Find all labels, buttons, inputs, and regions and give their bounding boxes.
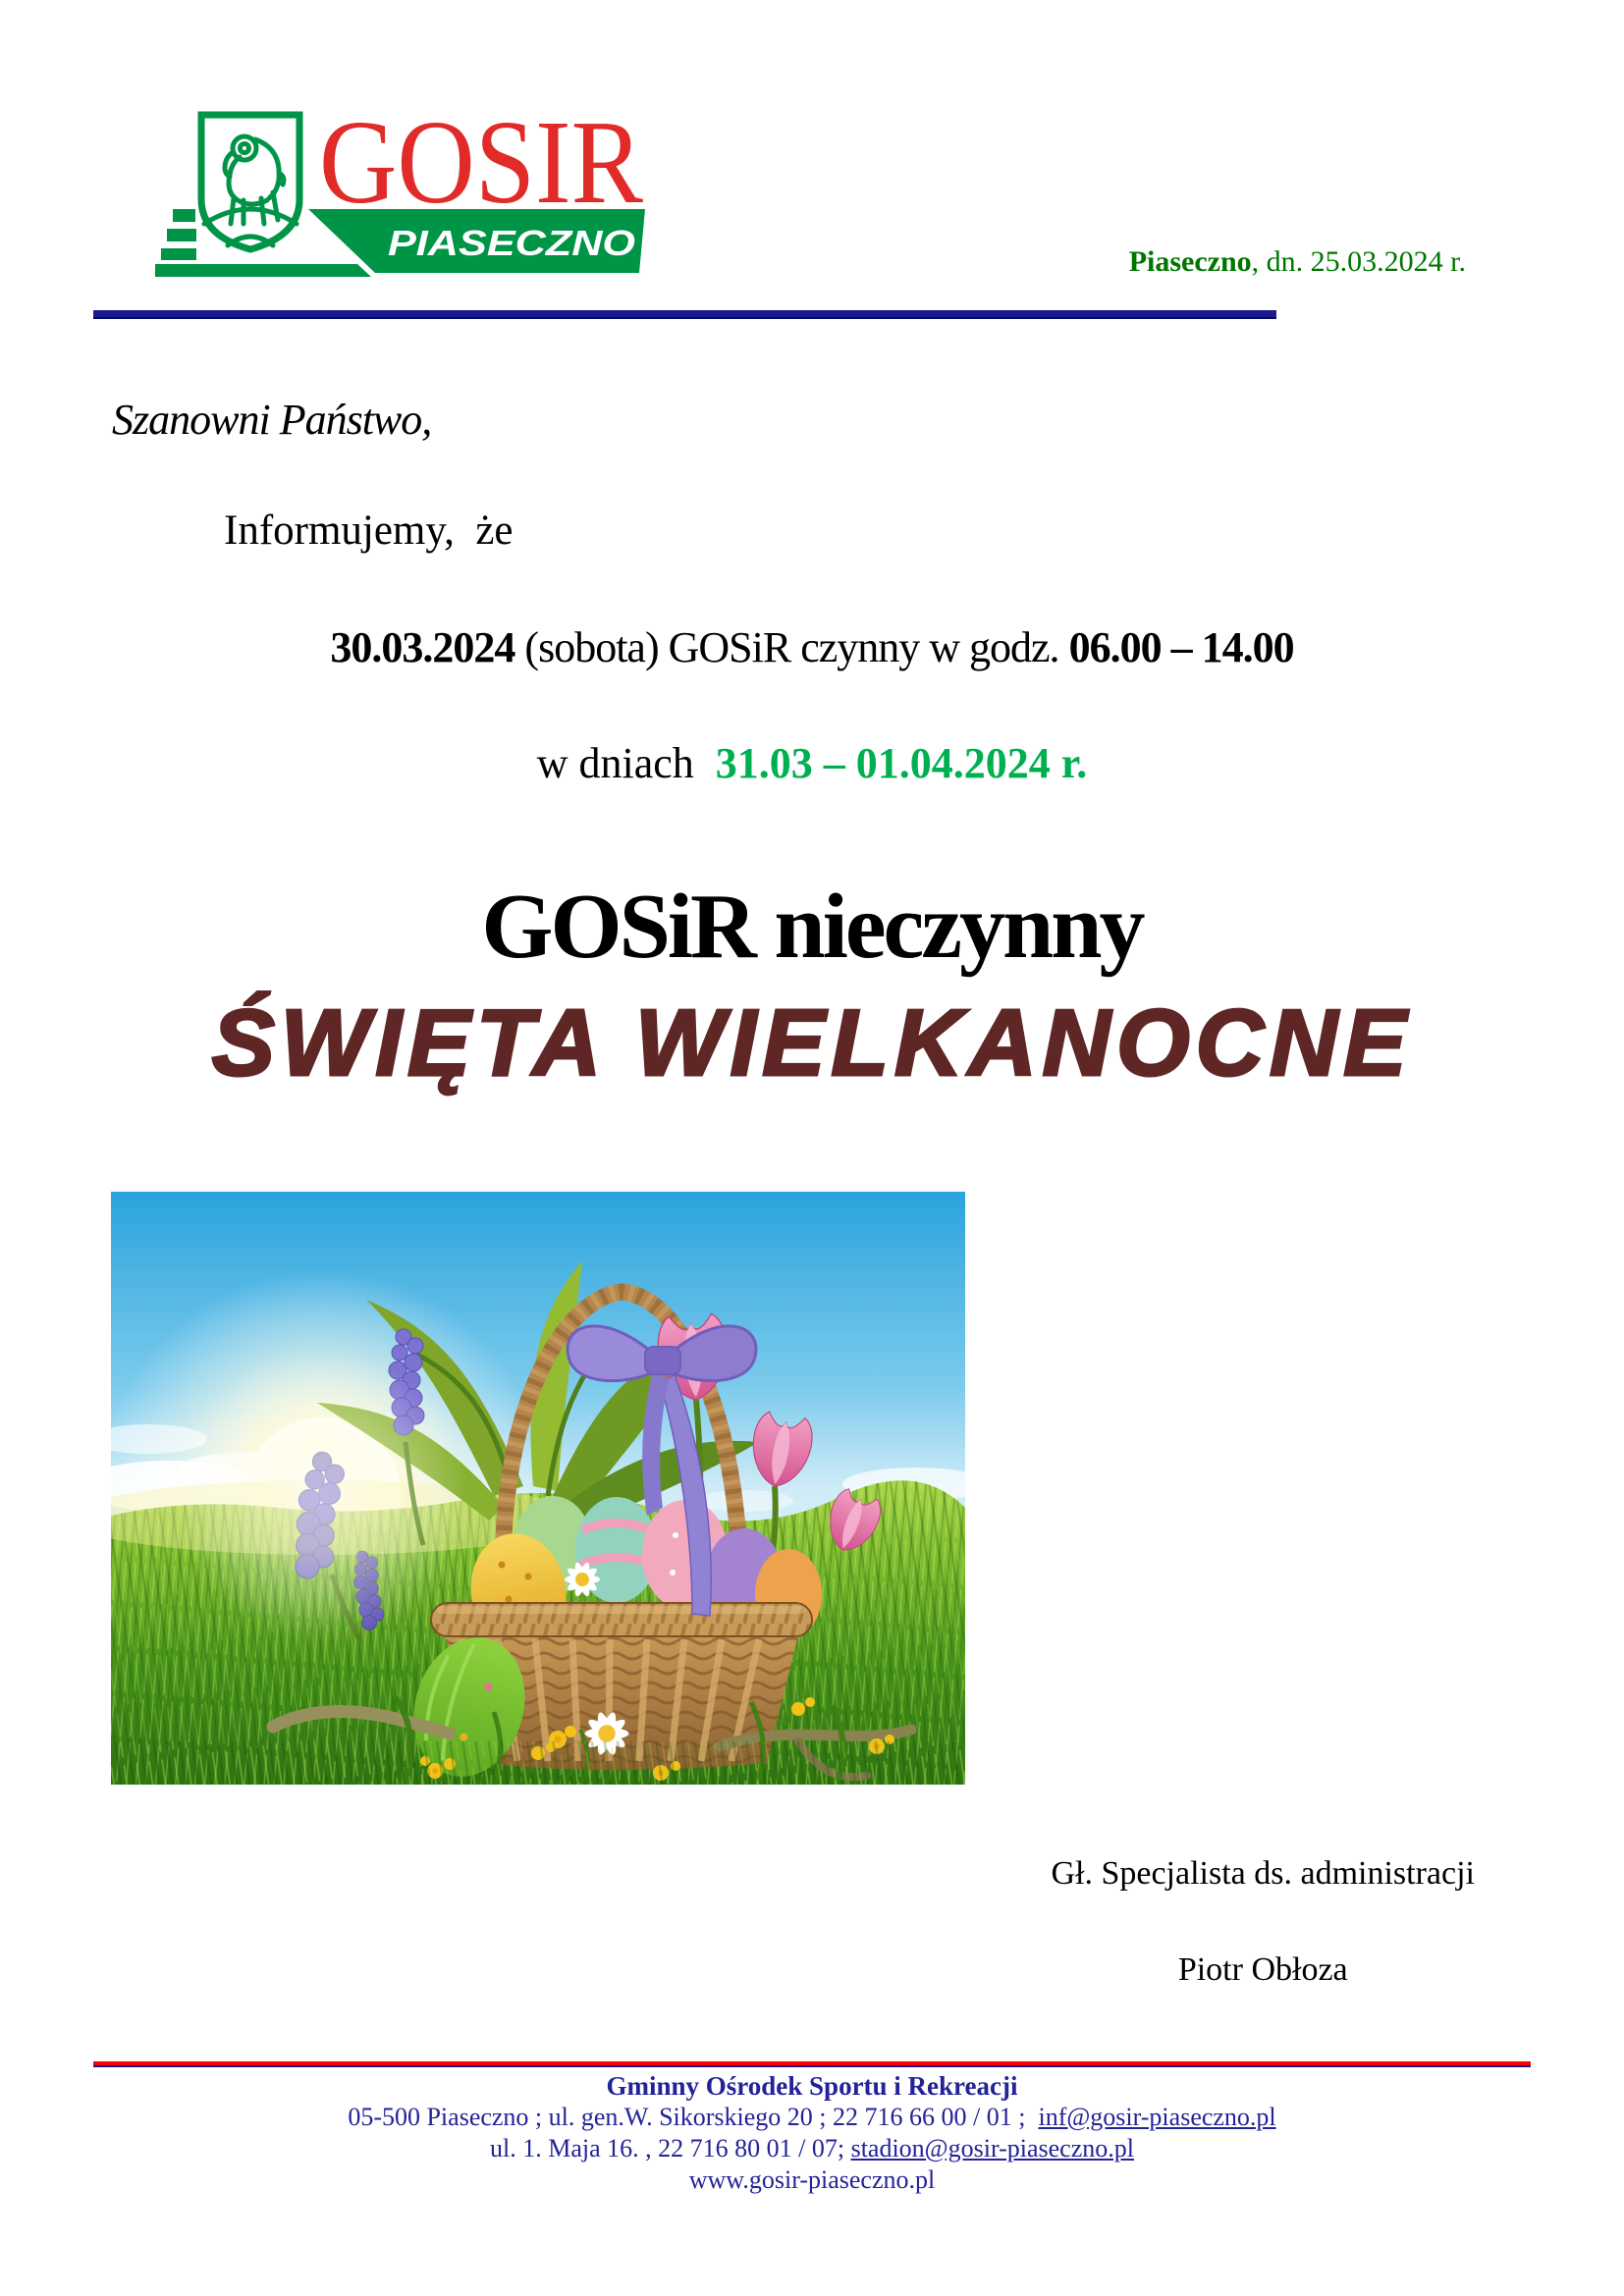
closed-dates-line bbox=[0, 738, 1624, 788]
footer-email-link-2[interactable]: stadion@gosir-piaseczno.pl bbox=[850, 2134, 1134, 2163]
open-middle: (sobota) GOSiR czynny w godz. bbox=[514, 623, 1069, 671]
salutation: Szanowni Państwo, bbox=[112, 396, 432, 444]
gosir-logo-graphic bbox=[145, 96, 666, 278]
open-hours-line bbox=[0, 622, 1624, 672]
footer-organization: Gminny Ośrodek Sportu i Rekreacji bbox=[606, 2071, 1018, 2101]
date-city: Piaseczno bbox=[1128, 245, 1252, 278]
logo-banner-text: PIASECZNO bbox=[388, 223, 635, 263]
intro-line: Informujemy, że bbox=[224, 507, 514, 554]
signature-title: Gł. Specjalista ds. administracji bbox=[1051, 1855, 1475, 1892]
easter-photo-graphic bbox=[111, 1192, 965, 1785]
footer-divider bbox=[93, 2061, 1531, 2067]
signature-block bbox=[1051, 1855, 1475, 1989]
header-divider bbox=[93, 310, 1276, 319]
date-line bbox=[1129, 245, 1466, 279]
date-rest: , dn. 25.03.2024 r. bbox=[1251, 245, 1466, 278]
footer bbox=[0, 2070, 1624, 2196]
footer-email-link-1[interactable]: inf@gosir-piaseczno.pl bbox=[1038, 2103, 1276, 2131]
easter-basket-photo bbox=[111, 1192, 965, 1785]
footer-address-line-1 bbox=[0, 2102, 1624, 2133]
closed-prefix: w dniach bbox=[536, 739, 716, 787]
footer-address-1-text: 05-500 Piaseczno ; ul. gen.W. Sikorskiego 20 ; 22 716 66 00 / 01 ; bbox=[348, 2103, 1039, 2131]
footer-address-2-text: ul. 1. Maja 16. , 22 716 80 01 / 07; bbox=[489, 2134, 851, 2163]
closed-heading: GOSiR nieczynny bbox=[481, 876, 1143, 978]
closed-dates: 31.03 – 01.04.2024 r. bbox=[715, 739, 1088, 787]
signature-name: Piotr Obłoza bbox=[1177, 1951, 1348, 1988]
footer-address-line-2 bbox=[0, 2133, 1624, 2164]
logo-gosir-text: GOSIR bbox=[319, 96, 644, 229]
gosir-logo bbox=[145, 96, 666, 278]
footer-website: www.gosir-piaseczno.pl bbox=[688, 2165, 936, 2194]
holiday-heading: ŚWIĘTA WIELKANOCNE bbox=[211, 990, 1413, 1095]
open-hours: 06.00 – 14.00 bbox=[1068, 623, 1294, 671]
open-date: 30.03.2024 bbox=[330, 623, 515, 671]
